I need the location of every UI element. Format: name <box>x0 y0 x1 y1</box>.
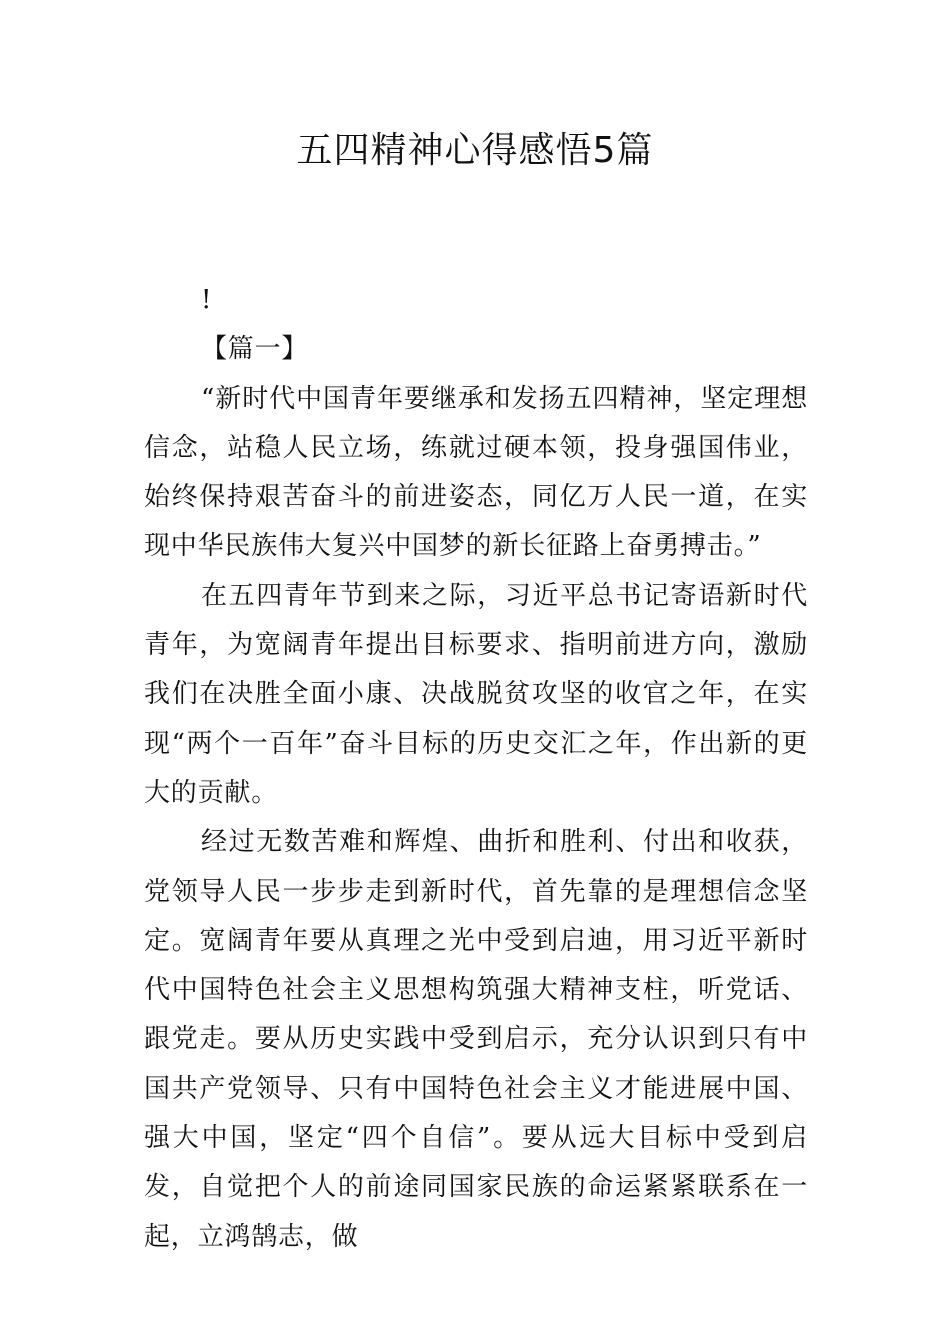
exclamation-mark: ! <box>201 285 213 315</box>
paragraph-main: 经过无数苦难和辉煌、曲折和胜利、付出和收获，党领导人民一步步走到新时代，首先靠的是理想信念坚定。宽阔青年要从真理之光中受到启迪，用习近平新时代中国特色社会主义思想构筑强大精神支柱，听党话、跟党走。要从历史实践中受到启示，充分认识到只有中国共产党领导、只有中国特色社会主义才能进展中国、强大中国，坚定“四个自信”。要从远大目标中受到启发，自觉把个人的前途同国家民族的命运紧紧联系在一起，立鸿鹄志，做 <box>144 827 808 1252</box>
document-title: 五四精神心得感悟5篇 <box>296 130 654 171</box>
document-body <box>144 276 808 1262</box>
paragraph-quote: “新时代中国青年要继承和发扬五四精神，坚定理想信念，站稳人民立场，练就过硬本领，投身强国伟业，始终保持艰苦奋斗的前进姿态，同亿万人民一道，在实现中华民族伟大复兴中国梦的新长征路上奋勇搏击。” <box>144 383 808 562</box>
paragraph-intro: 在五四青年节到来之际，习近平总书记寄语新时代青年，为宽阔青年提出目标要求、指明前进方向，激励我们在决胜全面小康、决战脱贫攻坚的收官之年，在实现“两个一百年”奋斗目标的历史交汇之年，作出新的更大的贡献。 <box>144 580 808 808</box>
section-label: 【篇一】 <box>201 334 309 365</box>
